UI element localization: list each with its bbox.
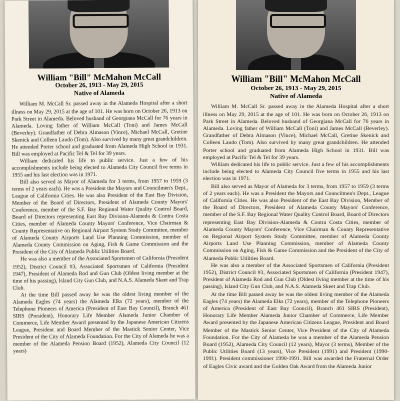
paragraph: He was also a member of the Associated Sportsmen of California (President 1952), District Council #3, Associated Sportsmen of California (President 1947), President of Alameda Rod and Gun Club (Oldest living member at the time of his passing), Island City Gun Club, and N.A.S. Alameda Skeet and Trap Club.: [203, 262, 389, 291]
portrait-photo: [29, 0, 169, 68]
paragraph: He was also a member of the Associated Sportsmen of California (President 1952), District Council #3, Associated Sportsmen of California (President 1947), President of Alameda Rod and Gun Club (Oldest living member at the time of his passing), Island City Gun Club, and N.A.S. Alameda Skeet and Trap Club.: [12, 255, 189, 292]
obituary-body: [198, 104, 394, 371]
paragraph: William M. McCall Sr. passed away in the Alameda Hospital after a short illness on May 29, 2015 at the age of 101. He was born on October 26, 1913 on Park Street in Alameda. Beloved husband of Georgiana McCall for 76 years in Alameda. Loving father of William McCall (Toni) and James McCall (Beverley). Grandfather of Debra Almason (Vince), Michael McCall, Gretine Skenick and Colleen Laudo (Tom). Also survived by many great grandchildren. He attended Porter school and graduated from Alameda High School in 1931. Bill was employed at Pacific Tel & Tel for 39 years.: [203, 104, 389, 161]
paragraph: At the time Bill passed away he was the oldest living member of the Alameda Eagles (74 years) the Alameda Elks (72 years), member of the Telephone Pioneers of America (President of East Bay Council), Branch 461 SIRS (President), Honorary Life Member Alameda Junior Chamber of Commerce, Life Member Award presented by the Japanese American Citizens League, President and Board Member of the Mastick Senior Center, Vice President of the City of Alameda Foundation. For the City of Alameda he was a member of the Alameda Pension Board (1952), Alameda City Council (12 years), Mayor (3 terms), Member of the Public Utilities Board (13 years), Vice President (1991) and President (1990-1991). President commissioner 1990-1991. Bill was awarded the Fraternal Order of Eagles Civic award and the Golden Oak Award from the Alameda Junior: [203, 291, 389, 370]
obituary-name: William "Bill" McMahon McCall: [37, 71, 162, 83]
portrait-photo: [236, 0, 356, 70]
paragraph: William dedicated his life to public service. Just a few of his accomplishments include being elected to Alameda City Council five terms in 1955 and his last election was in 1971.: [203, 161, 389, 183]
paragraph: William dedicated his life to public service. Just a few of his accomplishments include being elected to Alameda City Council five terms in 1955 and his last election was in 1971.: [11, 157, 188, 179]
paragraph: At the time Bill passed away he was the oldest living member of the Alameda Eagles (74 years) the Alameda Elks (72 years), member of the Telephone Pioneers of America (President of East Bay Council), Branch 461 SIRS (President), Honorary Life Member Alameda Junior Chamber of Commerce, Life Member Award presented by the Japanese American Citizens League, President and Board Member of the Mastick Senior Center, Vice President of the City of Alameda Foundation. For the City of Alameda he was a member of the Alameda Pension Board (1952), Alameda City Council (12 years): [12, 291, 190, 355]
paragraph: William M. McCall Sr. passed away in the Alameda Hospital after a short illness on May 29, 2015 at the age of 101. He was born on October 26, 1913 on Park Street in Alameda. Beloved husband of Georgiana McCall for 76 years in Alameda. Loving father of William McCall (Toni) and James McCall (Beverley). Grandfather of Debra Almason (Vince), Michael McCall, Gretine Skenick and Colleen Laudo (Tom). Also survived by many great grandchildren. He attended Porter school and graduated from Alameda High School in 1931. Bill was employed at Pacific Tel & Tel for 39 years.: [11, 100, 188, 158]
obituary-clipping-right: [198, 0, 394, 400]
obituary-body: [5, 101, 195, 356]
obituary-dates: October 26, 1913 - May 29, 2015: [55, 82, 144, 90]
paragraph: Bill also served as Mayor of Alameda for 3 terms, from 1957 to 1959 (3 terms of 2 years each). He was a President the Mayors and Councilmen's Dept., League of California Cities. He was also President of the East Bay Division, Member of the Board of Directors, President of Alameda County Mayors' Conference, member of the S.F. Bay Regional Water Quality Control Board, Board of Directors representing East Bay Division-Alameda & Contra Costa Cities, member of Alameda County Mayors' Conference, Vice Chairman & County Representative on Regional Airport System Study Committee, member of Alameda County Airports Land Use Planning Commission, member of Alameda County Commission on Aging, Fish & Game Commission and the President of the City of Alameda Public Utilities Board.: [11, 178, 189, 257]
obituary-name: William "Bill" McMahon McCall: [231, 74, 361, 84]
obituary-native: Native of Alameda: [269, 93, 322, 101]
obituary-native: Native of Alameda: [74, 90, 125, 98]
paragraph: Bill also served as Mayor of Alameda for 3 terms, from 1957 to 1959 (3 terms of 2 years each). He was a President the Mayors and Councilmen's Dept., League of California Cities. He was also President of the East Bay Division, Member of the Board of Directors, President of Alameda County Mayors' Conference, member of the S.F. Bay Regional Water Quality Control Board, Board of Directors representing East Bay Division-Alameda & Contra Costa Cities, member of Alameda County Mayors' Conference, Vice Chairman & County Representative on Regional Airport System Study Committee, member of Alameda County Airports Land Use Planning Commission, member of Alameda County Commission on Aging, Fish & Game Commission and the President of the City of Alameda Public Utilities Board.: [203, 183, 389, 262]
obituary-clipping-left: [5, 0, 196, 401]
obituary-dates: October 26, 1913 - May 29, 2015: [250, 84, 342, 92]
